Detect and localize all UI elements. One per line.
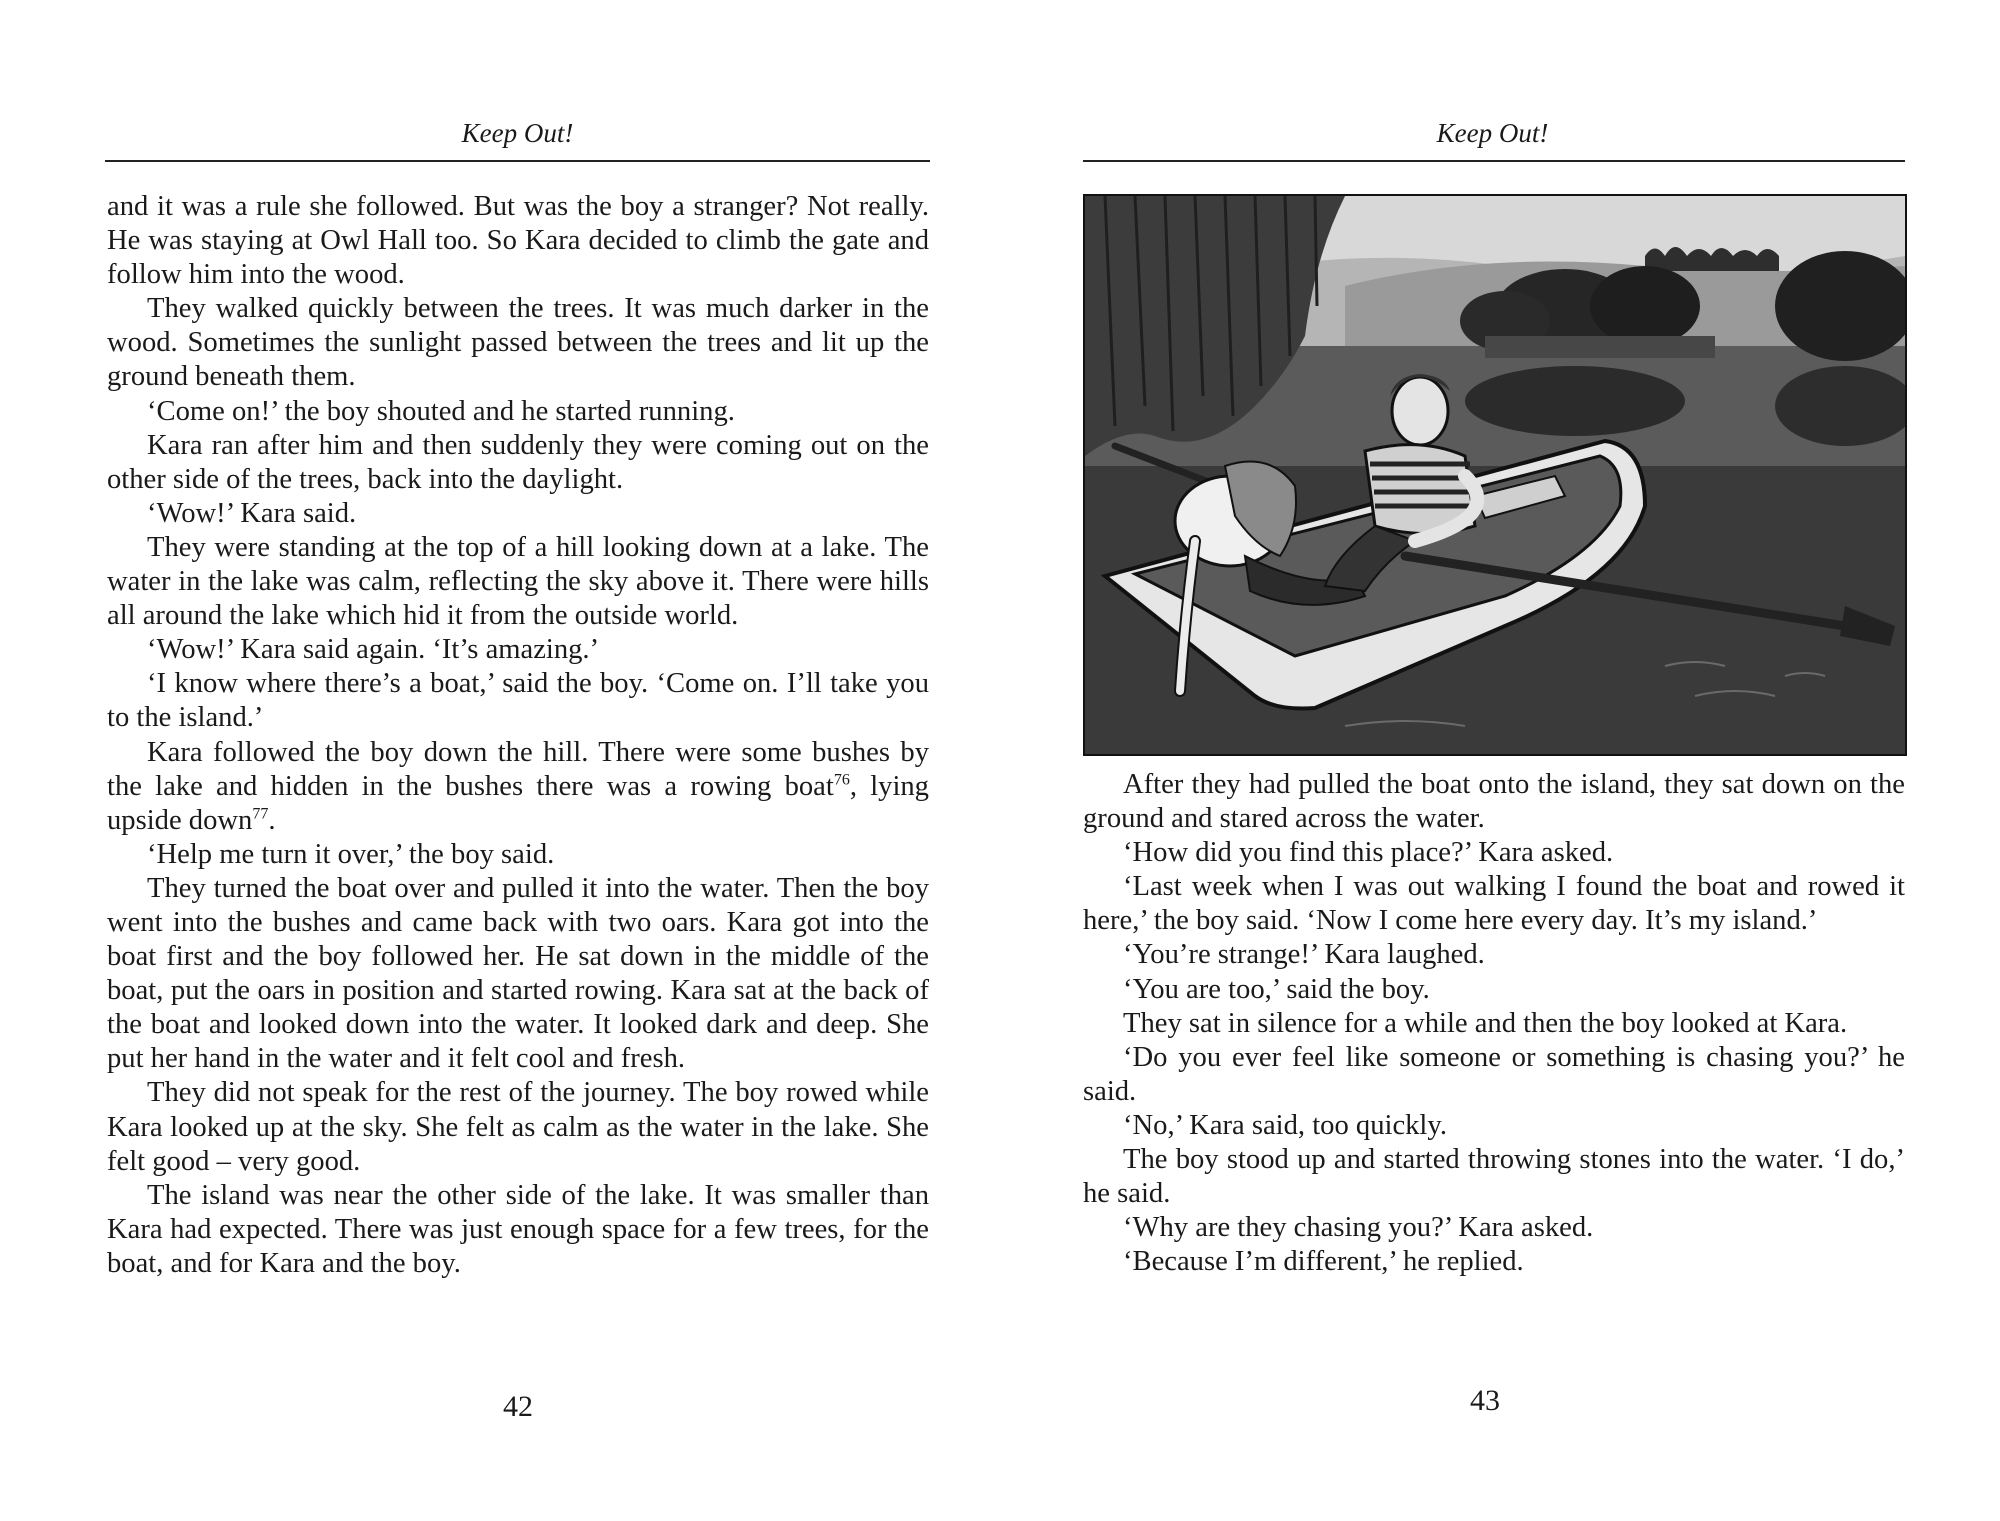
footnote-marker: 77 bbox=[252, 805, 269, 823]
paragraph: After they had pulled the boat onto the island, they sat down on the ground and stared across the water. bbox=[1083, 769, 1905, 835]
paragraph: ‘Wow!’ Kara said again. ‘It’s amazing.’ bbox=[147, 634, 600, 666]
paragraph: They turned the boat over and pulled it into the water. Then the boy went into the bushes and came back with two oars. Kara got into the boat first and the boy followed her. He sat down in the middle of the boat, put the oars in position and started rowing. Kara sat at the back of the boat and looked down into the water. It looked dark and deep. She put her hand in the water and it felt cool and fresh. bbox=[107, 872, 929, 1075]
boat-illustration bbox=[1083, 194, 1907, 756]
paragraph: ‘Do you ever feel like someone or something is chasing you?’ he said. bbox=[1083, 1041, 1905, 1107]
paragraph: ‘Last week when I was out walking I found the boat and rowed it here,’ the boy said. ‘Now I come here every day. It’s my island.’ bbox=[1083, 871, 1905, 937]
right-page bbox=[1000, 0, 2000, 1521]
paragraph: ‘Why are they chasing you?’ Kara asked. bbox=[1123, 1212, 1594, 1244]
paragraph-text: . bbox=[268, 804, 276, 836]
lake-scene-image bbox=[1085, 196, 1905, 754]
running-head: Keep Out! bbox=[461, 118, 574, 148]
paragraph: They walked quickly between the trees. It was much darker in the wood. Sometimes the sunlight passed between the trees and lit up the ground beneath them. bbox=[107, 293, 929, 393]
paragraph: ‘No,’ Kara said, too quickly. bbox=[1123, 1109, 1447, 1141]
paragraph-with-footnotes bbox=[107, 736, 929, 838]
header-rule bbox=[1083, 160, 1905, 162]
paragraph: They did not speak for the rest of the journey. The boy rowed while Kara looked up at the sky. She felt as calm as the water in the lake. She felt good – very good. bbox=[107, 1077, 929, 1177]
paragraph-text: Kara followed the boy down the hill. There were some bushes by the lake and hidden in the bushes there was a rowing bbox=[107, 736, 929, 802]
page-number: 42 bbox=[503, 1390, 533, 1423]
body-text bbox=[107, 190, 929, 1281]
paragraph: and it was a rule she followed. But was the boy a stranger? Not really. He was staying at Owl Hall too. So Kara decided to climb the gate and follow him into the wood. bbox=[107, 191, 929, 291]
paragraph: ‘You’re strange!’ Kara laughed. bbox=[1123, 939, 1485, 971]
paragraph: The boy stood up and started throwing stones into the water. ‘I do,’ he said. bbox=[1083, 1144, 1905, 1210]
paragraph: They sat in silence for a while and then the boy looked at Kara. bbox=[1123, 1007, 1848, 1039]
paragraph: They were standing at the top of a hill looking down at a lake. The water in the lake was calm, reflecting the sky above it. There were hills all around the lake which hid it from the outside world. bbox=[107, 531, 929, 632]
paragraph: ‘Wow!’ Kara said. bbox=[147, 497, 357, 529]
paragraph: ‘How did you find this place?’ Kara asked. bbox=[1123, 837, 1614, 869]
paragraph-text: , lying upside down bbox=[107, 770, 929, 836]
paragraph: ‘I know where there’s a boat,’ said the boy. ‘Come on. I’ll take you to the island.’ bbox=[107, 668, 929, 734]
paragraph: ‘Come on!’ the boy shouted and he started running. bbox=[147, 395, 735, 427]
page-number: 43 bbox=[1470, 1384, 1500, 1417]
paragraph: ‘You are too,’ said the boy. bbox=[1123, 973, 1430, 1005]
paragraph: Kara ran after him and then suddenly they were coming out on the other side of the trees, back into the daylight. bbox=[107, 429, 929, 495]
paragraph: ‘Help me turn it over,’ the boy said. bbox=[147, 838, 555, 870]
paragraph-text: boat bbox=[771, 770, 834, 802]
paragraph: The island was near the other side of the lake. It was smaller than Kara had expected. There was just enough space for a few trees, for the boat, and for Kara and the boy. bbox=[107, 1179, 929, 1279]
footnote-marker: 76 bbox=[833, 771, 850, 789]
body-text bbox=[1083, 768, 1905, 1279]
header-rule bbox=[105, 160, 930, 162]
running-head: Keep Out! bbox=[1436, 118, 1549, 148]
paragraph: ‘Because I’m different,’ he replied. bbox=[1123, 1246, 1524, 1278]
